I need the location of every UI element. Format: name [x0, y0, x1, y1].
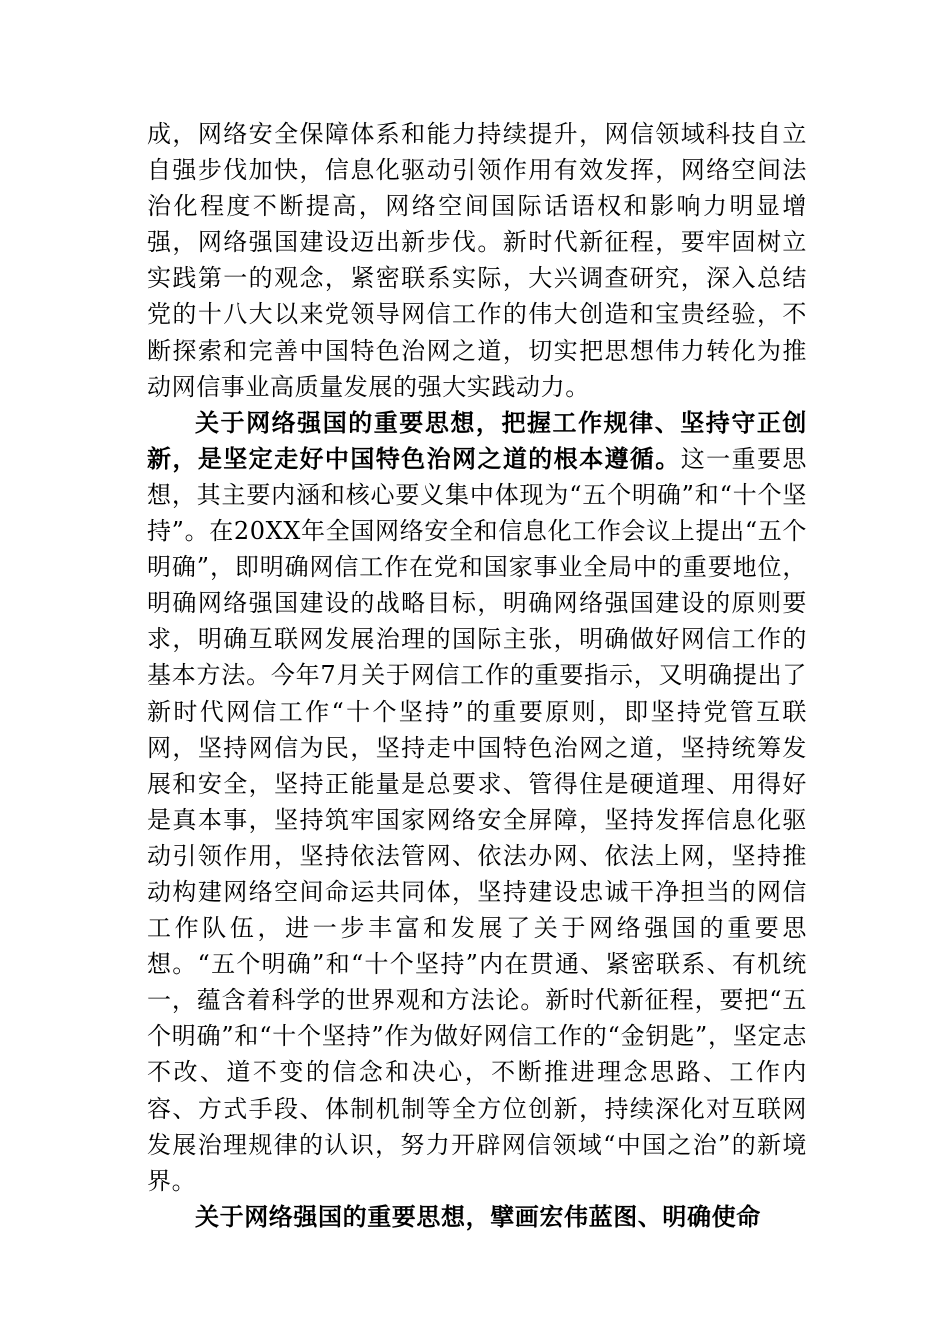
- document-body: [147, 116, 807, 1235]
- paragraph-text: 成，网络安全保障体系和能力持续提升，网信领域科技自立自强步伐加快，信息化驱动引领作用有效发挥，网络空间法治化程度不断提高，网络空间国际话语权和影响力明显增强，网络强国建设迈出新步伐。新时代新征程，要牢固树立实践第一的观念，紧密联系实际，大兴调查研究，深入总结党的十八大以来党领导网信工作的伟大创造和宝贵经验，不断探索和完善中国特色治网之道，切实把思想伟力转化为推动网信事业高质量发展的强大实践动力。: [147, 120, 807, 401]
- paragraph-lead-bold: 关于网络强国的重要思想，擘画宏伟蓝图、明确使命: [195, 1201, 761, 1231]
- paragraph-text: 这一重要思想，其主要内涵和核心要义集中体现为“五个明确”和“十个坚持”。在20XX年全国网络安全和信息化工作会议上提出“五个明确”，即明确网信工作在党和国家事业全局中的重要地位，明确网络强国建设的战略目标，明确网络强国建设的原则要求，明确互联网发展治理的国际主张，明确做好网信工作的基本方法。今年7月关于网信工作的重要指示，又明确提出了新时代网信工作“十个坚持”的重要原则，即坚持党管互联网，坚持网信为民，坚持走中国特色治网之道，坚持统筹发展和安全，坚持正能量是总要求、管得住是硬道理、用得好是真本事，坚持筑牢国家网络安全屏障，坚持发挥信息化驱动引领作用，坚持依法管网、依法办网、依法上网，坚持推动构建网络空间命运共同体，坚持建设忠诚干净担当的网信工作队伍，进一步丰富和发展了关于网络强国的重要思想。“五个明确”和“十个坚持”内在贯通、紧密联系、有机统一，蕴含着科学的世界观和方法论。新时代新征程，要把“五个明确”和“十个坚持”作为做好网信工作的“金钥匙”，坚定志不改、道不变的信念和决心，不断推进理念思路、工作内容、方式手段、体制机制等全方位创新，持续深化对互联网发展治理规律的认识，努力开辟网信领域“中国之治”的新境界。: [147, 444, 807, 1195]
- paragraph-five-clarities: [147, 405, 807, 1199]
- paragraph-blueprint: [147, 1199, 807, 1235]
- paragraph-lead-bold: 关于网络强国的重要思想，把握工作规律、坚持守正创新，是坚定走好中国特色治网之道的根本遵循。: [147, 407, 807, 473]
- paragraph-continuation: [147, 116, 807, 405]
